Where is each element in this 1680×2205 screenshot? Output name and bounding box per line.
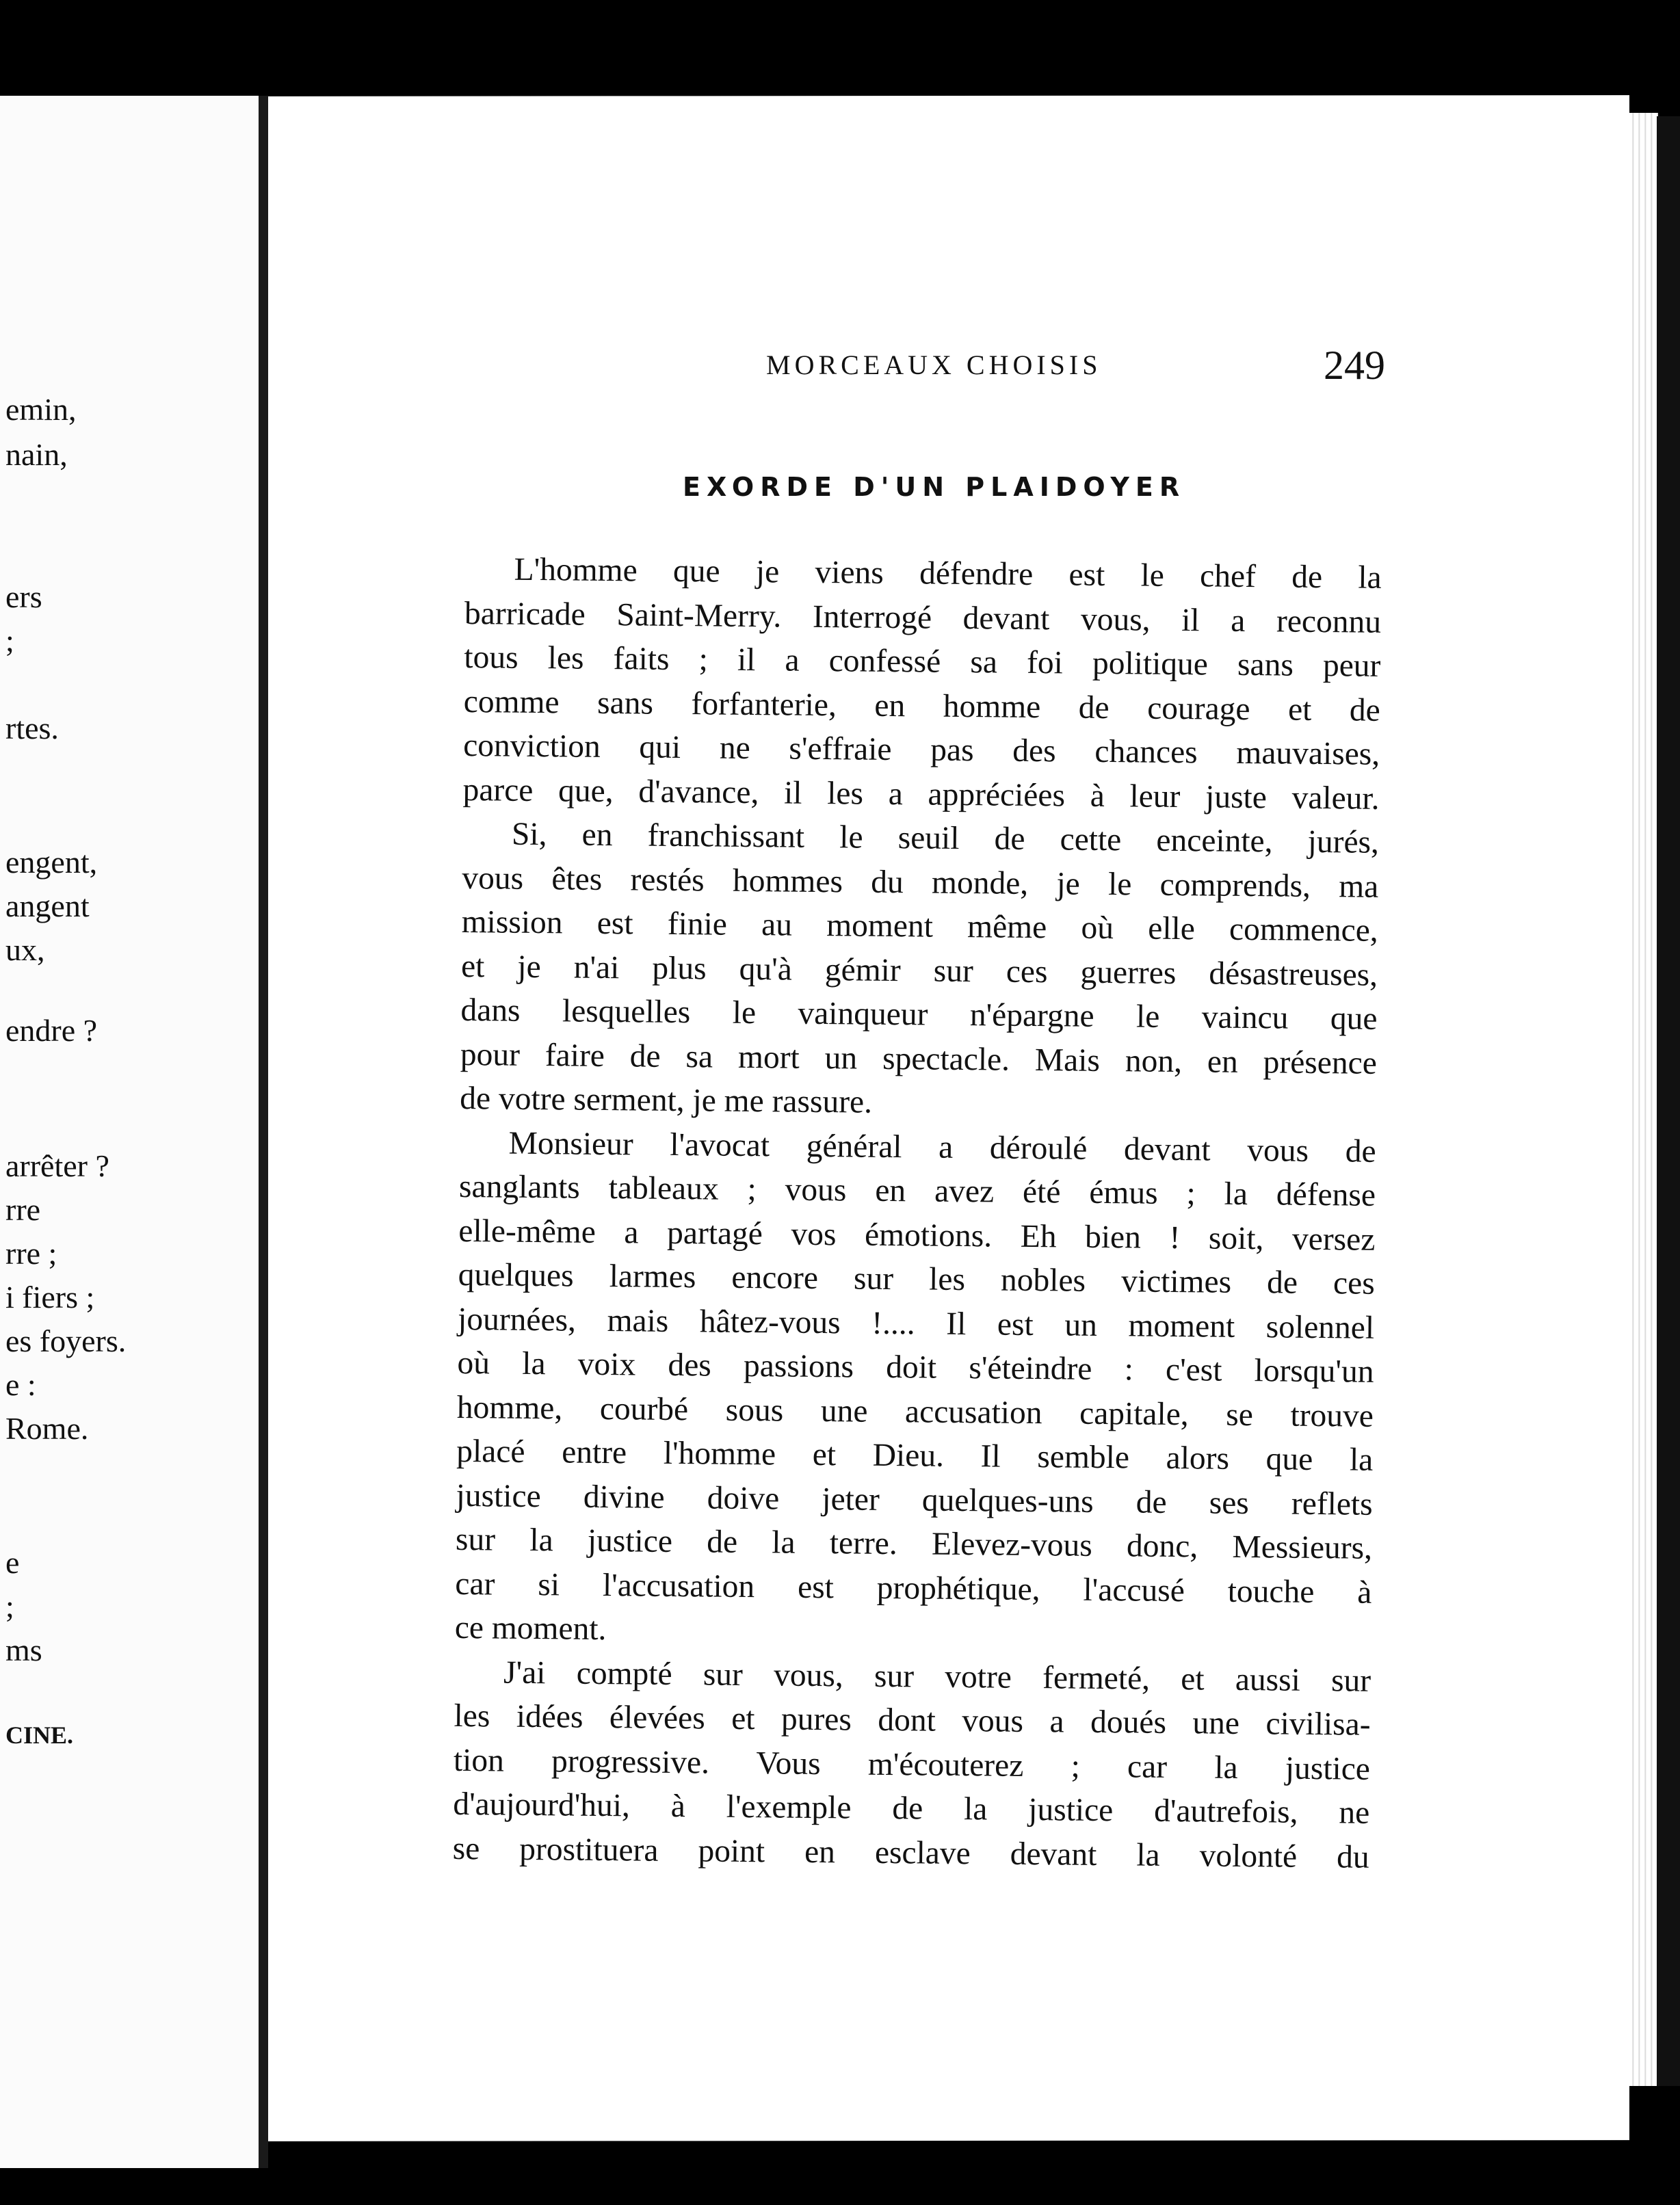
text-line: mission est finie au moment même où elle commence, [461, 903, 1378, 949]
text-line: Monsieur l'avocat général a déroulé devant vous de [508, 1125, 1376, 1170]
text-line: où la voix des passions doit s'éteindre : c'est lorsqu'un [457, 1345, 1374, 1390]
text-line: sanglants tableaux ; vous en avez été émus ; la défense [458, 1168, 1376, 1213]
left-page-line: engent, [5, 845, 98, 880]
text-line: dans lesquelles le vainqueur n'épargne le vaincu que [460, 992, 1378, 1037]
left-page-line: Rome. [5, 1411, 89, 1446]
text-line: et je n'ai plus qu'à gémir sur ces guerres désastreuses, [460, 948, 1378, 993]
left-page-line: ; [5, 1589, 14, 1624]
left-page-line: ms [5, 1633, 42, 1667]
text-line: comme sans forfanterie, en homme de courage et de [463, 683, 1381, 728]
left-page-line: arrêter ? [5, 1148, 109, 1183]
text-line: journées, mais hâtez-vous !.... Il est un moment solennel [457, 1301, 1375, 1346]
left-page-line: i fiers ; [5, 1280, 95, 1315]
text-line: conviction qui ne s'effraie pas des chances mauvaises, [462, 727, 1380, 772]
left-page-line: ers [5, 579, 42, 614]
left-page-line: endre ? [5, 1013, 98, 1048]
book-edge-shadow [1657, 116, 1680, 2086]
text-line: elle-même a partagé vos émotions. Eh bien ! soit, versez [458, 1213, 1376, 1258]
text-line: tous les faits ; il a confessé sa foi politique sans peur [464, 639, 1381, 684]
text-line: les idées élevées et pures dont vous a doués une civilisa- [454, 1698, 1371, 1743]
text-line: d'aujourd'hui, à l'exemple de la justice d'autrefois, ne [453, 1786, 1370, 1831]
left-page-line: es foyers. [5, 1323, 127, 1358]
running-header: MORCEAUX CHOISIS [766, 349, 1102, 380]
text-line: homme, courbé sous une accusation capitale, se trouve [456, 1389, 1374, 1434]
text-line: tion progressive. Vous m'écouterez ; car la justice [453, 1742, 1371, 1787]
left-page-line: emin, [5, 392, 77, 427]
text-line: Si, en franchissant le seuil de cette enceinte, jurés, [511, 816, 1380, 860]
left-page-line: CINE. [5, 1721, 74, 1749]
left-page-fragment [0, 96, 268, 2168]
text-line: car si l'accusation est prophétique, l'accusé touche à [455, 1566, 1372, 1611]
left-page-line: angent [5, 888, 90, 923]
left-page-line: ; [5, 623, 14, 658]
text-line: sur la justice de la terre. Elevez-vous donc, Messieurs, [455, 1521, 1373, 1566]
left-page-line: ux, [5, 932, 45, 967]
text-line: se prostituera point en esclave devant la volonté du [452, 1830, 1369, 1875]
text-line: de votre serment, je me rassure. [460, 1080, 873, 1120]
text-line: ce moment. [454, 1609, 607, 1648]
text-line: L'homme que je viens défendre est le chef de la [514, 551, 1382, 596]
text-line: vous êtes restés hommes du monde, je le comprends, ma [462, 860, 1379, 905]
left-page-line: nain, [5, 437, 68, 472]
left-page-line: e [5, 1545, 20, 1580]
left-page-line: rtes. [5, 711, 59, 745]
text-line: pour faire de sa mort un spectacle. Mais non, en présence [460, 1036, 1378, 1081]
page-number: 249 [1324, 343, 1385, 388]
section-title: EXORDE D'UN PLAIDOYER [683, 472, 1186, 502]
left-page-line: e : [5, 1367, 36, 1402]
text-line: J'ai compté sur vous, sur votre fermeté, et aussi sur [503, 1654, 1371, 1699]
text-line: placé entre l'homme et Dieu. Il semble alors que la [456, 1433, 1374, 1478]
text-line: barricade Saint-Merry. Interrogé devant vous, il a reconnu [464, 595, 1382, 640]
body-text [452, 547, 1382, 1879]
left-page-line: rre [5, 1192, 41, 1227]
left-page-line: rre ; [5, 1236, 57, 1271]
text-line: quelques larmes encore sur les nobles victimes de ces [458, 1256, 1375, 1302]
text-line: parce que, d'avance, il les a appréciées à leur juste valeur. [462, 771, 1380, 817]
text-line: justice divine doive jeter quelques-uns de ses reflets [456, 1477, 1373, 1522]
